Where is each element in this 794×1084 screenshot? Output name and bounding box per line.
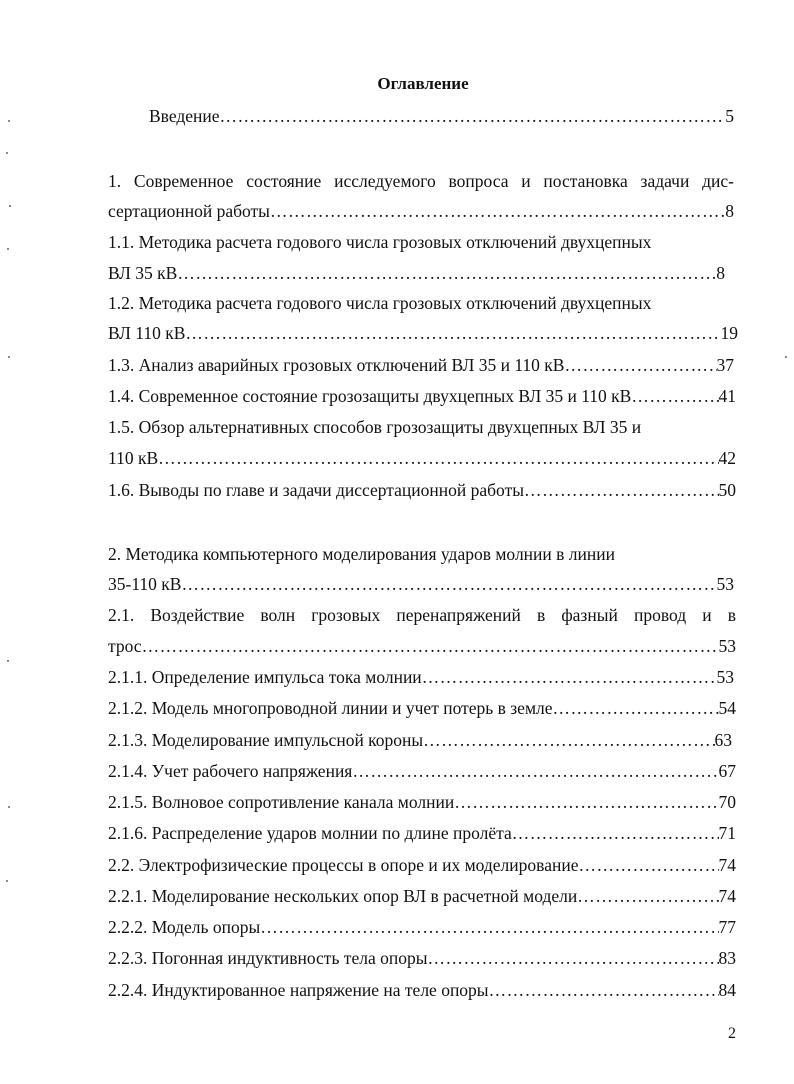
toc-entry-text: 2.1.3. Моделирование импульсной короны: [108, 730, 424, 750]
toc-entry-page: 70: [718, 792, 736, 812]
leader-dots: [177, 262, 716, 284]
toc-chapter2-line1: 2. Методика компьютерного моделирования ударов молнии в линии: [108, 544, 615, 564]
scan-speck: [9, 205, 11, 207]
toc-entry-s1-2: [108, 322, 738, 344]
toc-entry-s1-4: [108, 385, 736, 407]
toc-entry-s2-1-6: [108, 822, 736, 844]
toc-entry-page: 37: [716, 355, 734, 375]
scan-speck: [7, 660, 9, 662]
toc-entry-text: трос: [108, 636, 142, 656]
scan-speck: [6, 152, 8, 154]
toc-entry-page: 74: [718, 886, 736, 906]
toc-entry-text: 2.1.6. Распределение ударов молнии по длине пролёта: [108, 823, 512, 843]
toc-entry-s2-2-1: [108, 885, 736, 907]
toc-entry-page: 50: [718, 480, 736, 500]
toc-entry-s2-1-2: [108, 697, 736, 719]
toc-entry-s2-1: [108, 635, 736, 657]
toc-entry-s1-1: [108, 262, 725, 284]
scan-speck: [785, 356, 787, 358]
leader-dots: [260, 916, 718, 938]
toc-entry-page: 84: [718, 980, 736, 1000]
toc-entry-text: 2.1.2. Модель многопроводной линии и учет потерь в земле: [108, 698, 553, 718]
leader-dots: [270, 200, 725, 222]
toc-entry-s2-2-2: [108, 916, 736, 938]
toc-entry-text: ВЛ 35 кВ: [108, 263, 178, 283]
leader-dots: [577, 885, 718, 907]
toc-entry-intro: [149, 105, 734, 127]
toc-entry-page: 8: [716, 263, 725, 283]
toc-chapter1-line1: 1. Современное состояние исследуемого вопроса и постановка задачи дис-: [108, 171, 734, 191]
scan-speck: [6, 880, 8, 882]
toc-entry-text: 2.2. Электрофизические процессы в опоре и их моделирование: [108, 855, 579, 875]
toc-entry-text: 2.1.1. Определение импульса тока молнии: [108, 667, 422, 687]
toc-entry-text: 2.2.4. Индуктированное напряжение на теле опоры: [108, 980, 489, 1000]
toc-entry-page: 67: [718, 761, 736, 781]
toc-s1-5-line1: 1.5. Обзор альтернативных способов грозозащиты двухцепных ВЛ 35 и: [108, 417, 642, 437]
toc-entry-text: 35-110 кВ: [108, 574, 182, 594]
leader-dots: [427, 947, 718, 969]
scan-speck: [8, 356, 10, 358]
toc-entry-s2-1-3: [108, 729, 732, 751]
toc-entry-s2-1-1: [108, 666, 734, 688]
page-number: 2: [728, 1025, 736, 1042]
toc-entry-text: 2.1.4. Учет рабочего напряжения: [108, 761, 353, 781]
toc-entry-s2-2-3: [108, 947, 736, 969]
toc-title: Оглавление: [377, 74, 469, 93]
scan-speck: [7, 248, 9, 250]
leader-dots: [524, 479, 719, 501]
leader-dots: [564, 354, 716, 376]
toc-entry-s1-6: [108, 479, 736, 501]
toc-entry-text: 2.1.5. Волновое сопротивление канала молнии: [108, 792, 455, 812]
toc-entry-text: 110 кВ: [108, 448, 159, 468]
leader-dots: [631, 385, 718, 407]
scan-speck: [8, 806, 10, 808]
toc-s1-1-line1: 1.1. Методика расчета годового числа грозовых отключений двухцепных: [108, 232, 652, 252]
leader-dots: [512, 822, 719, 844]
toc-entry-text: 1.3. Анализ аварийных грозовых отключений ВЛ 35 и 110 кВ: [108, 355, 565, 375]
toc-entry-page: 53: [718, 636, 736, 656]
leader-dots: [553, 697, 719, 719]
toc-entry-page: 8: [725, 201, 734, 221]
leader-dots: [185, 322, 720, 344]
toc-entry-text: 1.4. Современное состояние грозозащиты двухцепных ВЛ 35 и 110 кВ: [108, 386, 632, 406]
toc-entry-s2-2: [108, 854, 736, 876]
leader-dots: [489, 979, 719, 1001]
toc-entry-page: 71: [718, 823, 736, 843]
leader-dots: [454, 791, 718, 813]
toc-entry-page: 63: [714, 730, 732, 750]
toc-entry-page: 19: [720, 323, 738, 343]
toc-entry-page: 53: [716, 574, 734, 594]
toc-entry-page: 83: [718, 948, 736, 968]
toc-entry-text: ВЛ 110 кВ: [108, 323, 186, 343]
toc-entry-page: 5: [725, 106, 734, 126]
leader-dots: [220, 105, 726, 127]
toc-entry-text: 2.2.2. Модель опоры: [108, 917, 261, 937]
toc-entry-s1-5: [108, 447, 736, 469]
toc-s1-2-line1: 1.2. Методика расчета годового числа грозовых отключений двухцепных: [108, 293, 652, 313]
leader-dots: [423, 729, 714, 751]
toc-entry-text: сертационной работы: [108, 201, 270, 221]
toc-s2-1-line1: 2.1. Воздействие волн грозовых перенапряжений в фазный провод и в: [108, 605, 736, 625]
toc-entry-page: 53: [716, 667, 734, 687]
toc-entry-page: 74: [718, 855, 736, 875]
toc-entry-chapter2: [108, 573, 734, 595]
leader-dots: [352, 760, 718, 782]
leader-dots: [422, 666, 717, 688]
toc-entry-text: 1.6. Выводы по главе и задачи диссертационной работы: [108, 480, 524, 500]
toc-entry-text: 2.2.3. Погонная индуктивность тела опоры: [108, 948, 428, 968]
toc-entry-page: 42: [718, 448, 736, 468]
toc-entry-page: 77: [718, 917, 736, 937]
toc-entry-s1-3: [108, 354, 734, 376]
toc-entry-page: 54: [718, 698, 736, 718]
leader-dots: [181, 573, 716, 595]
toc-entry-text: 2.2.1. Моделирование нескольких опор ВЛ в расчетной модели: [108, 886, 578, 906]
toc-entry-text: Введение: [149, 106, 220, 126]
toc-entry-chapter1: [108, 200, 734, 222]
toc-entry-s2-1-4: [108, 760, 736, 782]
scan-speck: [8, 120, 10, 122]
toc-entry-s2-2-4: [108, 979, 736, 1001]
toc-entry-s2-1-5: [108, 791, 736, 813]
leader-dots: [142, 635, 719, 657]
toc-entry-page: 41: [718, 386, 736, 406]
leader-dots: [578, 854, 718, 876]
leader-dots: [158, 447, 718, 469]
